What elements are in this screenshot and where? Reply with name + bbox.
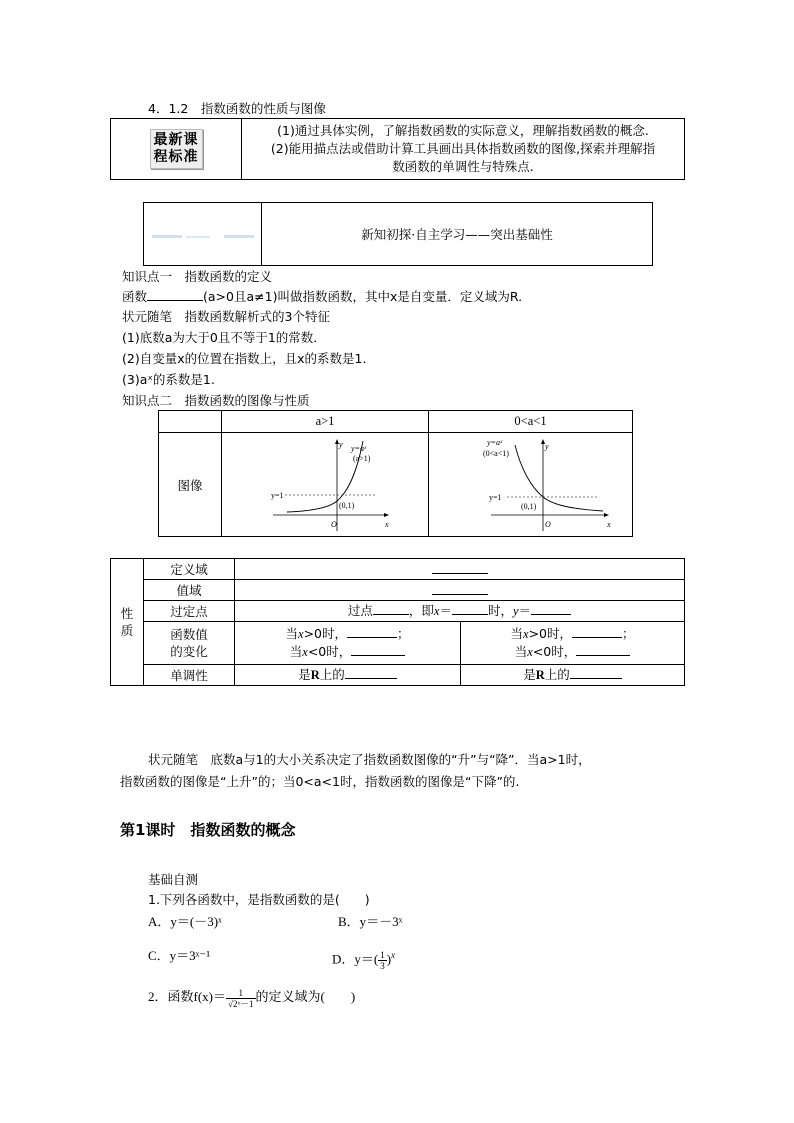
change-a-lt-1-neg [461, 643, 684, 661]
note2-line1: 状元随笔 底数a与1的大小关系决定了指数函数图像的“升”与“降”．当a>1时， [148, 752, 591, 767]
when-2: 当 [289, 644, 303, 659]
graph-row-label: 图像 [159, 433, 222, 537]
graph-cell-a-gt-1 [222, 433, 429, 537]
monotonic-a-gt-1 [235, 665, 461, 686]
when-1: 当 [285, 626, 298, 641]
banner-text: 新知初探·自主学习——突出基础性 [361, 227, 553, 242]
fixed-point-label: 过定点 [144, 601, 235, 622]
fixed-y-blank [531, 602, 571, 615]
fixed-text-1: 过点 [347, 603, 373, 618]
label-cond-left: (a>1) [353, 453, 371, 463]
kp1-definition [122, 288, 522, 305]
standards-badge-line1: 最新课 [153, 132, 199, 148]
fixed-x-var: x [433, 604, 440, 618]
label-y-right: y [544, 441, 549, 451]
semicolon-1: ； [397, 626, 410, 641]
label-func-left: y=aˣ [351, 443, 367, 453]
mono-R-2: R [535, 668, 545, 682]
q1-option-a: A．y＝(－3)ˣ [148, 914, 222, 929]
change-a-lt-1-pos [461, 625, 684, 643]
lt0-2: <0时， [532, 644, 577, 659]
blank-lt-2 [576, 643, 630, 656]
header-a-lt-1: 0<a<1 [429, 411, 633, 433]
x-var-3: x [523, 627, 529, 641]
x-var-4: x [527, 645, 533, 659]
range-blank-cell [235, 580, 685, 601]
q2-prefix: 2．函数f(x)＝ [148, 989, 226, 1004]
blank-gt-2 [572, 625, 622, 638]
section-title: 4．1.2 指数函数的性质与图像 [148, 101, 326, 116]
label-x-left: x [385, 519, 389, 529]
q1-d-suffix: ) [386, 951, 392, 967]
label-cond-right: (0<a<1) [482, 448, 509, 458]
mono-blank-1 [345, 666, 397, 679]
banner-decoration [144, 203, 262, 265]
q1-text: 1.下列各函数中，是指数函数的是( ) [148, 892, 370, 907]
graph-table [158, 410, 633, 537]
note2-line2: 指数函数的图像是“上升”的；当0<a<1时，指数函数的图像是“下降”的. [120, 774, 520, 789]
q2-den: √2ˣ－1 [228, 998, 254, 1009]
change-a-gt-1-neg [235, 643, 460, 661]
q1-option-c: C．y＝3ˣ⁻¹ [148, 948, 211, 963]
q1-d-exp: x [391, 950, 396, 960]
lt0-1: <0时， [307, 644, 352, 659]
mono-prefix-2: 是 [523, 667, 536, 682]
mono-suffix-2: 上的 [544, 667, 570, 682]
properties-side-label [111, 559, 144, 686]
range-blank [432, 582, 488, 595]
q1-option-d [332, 942, 395, 972]
standards-badge [150, 129, 203, 169]
mono-blank-2 [570, 666, 622, 679]
q1-d-den: 3 [380, 960, 385, 971]
graph-table-corner [159, 411, 222, 433]
kp1-item-2: (2)自变量x的位置在指数上，且x的系数是1. [122, 351, 367, 366]
when-3: 当 [510, 626, 523, 641]
mono-suffix-1: 上的 [319, 667, 345, 682]
q2-fraction [226, 988, 256, 1009]
q2-suffix: 的定义域为( ) [255, 989, 356, 1004]
x-axis-arrow-right [604, 513, 609, 517]
domain-blank-cell [235, 559, 685, 580]
kp1-def-suffix: (a>0且a≠1)叫做指数函数，其中x是自变量．定义域为R. [203, 289, 523, 304]
change-a-gt-1 [235, 622, 461, 665]
fixed-y-var: y [513, 604, 519, 618]
kp1-note-title: 状元随笔 指数函数解析式的3个特征 [122, 309, 330, 324]
mono-R-1: R [310, 668, 320, 682]
q1-d-fraction [378, 950, 387, 971]
standards-label-cell [111, 119, 242, 180]
section-banner [143, 202, 653, 266]
fixed-point-cell [235, 601, 685, 622]
range-label: 值域 [144, 580, 235, 601]
value-change-label [144, 622, 235, 665]
change-a-lt-1 [461, 622, 685, 665]
fixed-text-2: ，即 [408, 603, 434, 618]
label-origin-left: O [331, 519, 337, 529]
label-x-right: x [606, 519, 611, 529]
when-4: 当 [514, 644, 528, 659]
label-point-right: (0,1) [520, 501, 536, 511]
label-asym-left: y=1 [271, 490, 284, 500]
banner-decoration-icon [144, 203, 261, 265]
label-asym-right: y=1 [488, 492, 502, 502]
mono-prefix-1: 是 [298, 667, 311, 682]
graph-a-lt-1 [431, 435, 631, 535]
side-label-2: 质 [120, 623, 134, 638]
domain-blank [432, 561, 488, 574]
q2-text [148, 984, 355, 1010]
change-label-1: 函数值 [170, 627, 208, 642]
kp1-def-prefix: 函数 [122, 289, 148, 304]
label-func-right: y=aˣ [486, 437, 502, 447]
standards-line-1: (1)通过具体实例，了解指数函数的实际意义，理解指数函数的概念. [277, 123, 649, 138]
self-test-title: 基础自测 [148, 872, 199, 887]
q1-option-b: B．y＝－3ˣ [338, 914, 403, 929]
gt0-2: >0时， [528, 626, 572, 641]
standards-badge-line2: 程标准 [153, 149, 199, 165]
side-label-1: 性 [120, 606, 134, 621]
properties-table [110, 558, 685, 686]
fixed-eq-2: ＝ [518, 603, 532, 618]
label-point-left: (0,1) [339, 500, 355, 510]
kp1-item-1: (1)底数a为大于0且不等于1的常数． [122, 330, 326, 345]
label-origin-right: O [544, 519, 551, 529]
gt0-1: >0时， [303, 626, 347, 641]
x-var-2: x [302, 645, 308, 659]
graph-cell-a-lt-1 [429, 433, 633, 537]
lesson-title: 第1课时 指数函数的概念 [120, 821, 296, 839]
standards-line-3: 数函数的单调性与特殊点. [392, 159, 534, 174]
semicolon-2: ； [622, 626, 635, 641]
monotonic-a-lt-1 [461, 665, 685, 686]
change-label-2: 的变化 [170, 644, 208, 659]
q2-num: 1 [226, 988, 256, 999]
header-a-gt-1: a>1 [222, 411, 429, 433]
q1-d-num: 1 [380, 949, 385, 960]
fixed-text-3: 时， [488, 603, 514, 618]
kp1-title: 知识点一 指数函数的定义 [122, 269, 273, 284]
standards-text-cell [242, 119, 685, 180]
standards-line-2: (2)能用描点法或借助计算工具画出具体指数函数的图像,探索并理解指 [270, 141, 656, 156]
curriculum-standards-table [110, 118, 685, 180]
blank-gt-1 [347, 625, 397, 638]
kp1-item-3: (3)aˣ的系数是1. [122, 372, 215, 387]
fixed-point-blank [373, 602, 409, 615]
q1-d-prefix: D．y＝( [332, 951, 379, 967]
kp2-title: 知识点二 指数函数的图像与性质 [122, 393, 310, 408]
monotonic-label: 单调性 [144, 665, 235, 686]
blank-lt-1 [351, 643, 405, 656]
fixed-eq: ＝ [439, 603, 452, 618]
change-a-gt-1-pos [235, 625, 460, 643]
fixed-x-blank [452, 602, 488, 615]
label-y-left: y [339, 439, 343, 449]
graph-a-gt-1 [225, 435, 425, 535]
kp1-def-blank [147, 288, 203, 301]
x-var-1: x [298, 627, 304, 641]
domain-label: 定义域 [144, 559, 235, 580]
x-axis-arrow-left [384, 513, 389, 517]
